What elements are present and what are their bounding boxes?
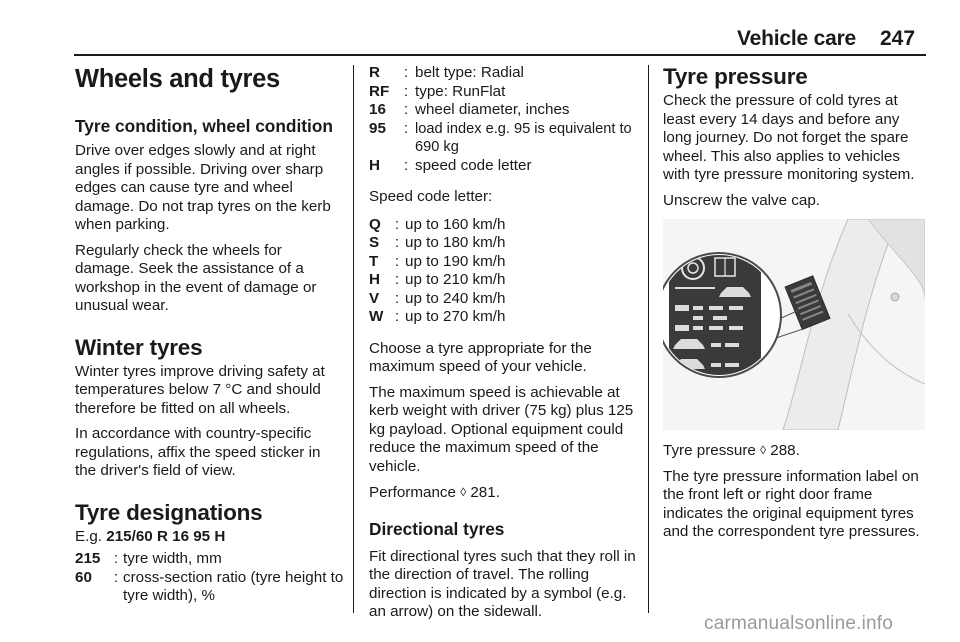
list-item (369, 64, 640, 83)
reference-page-link[interactable]: 288. (770, 442, 800, 459)
list-item (369, 290, 640, 309)
list-desc: cross-section ratio (tyre height to tyre width), % (123, 568, 344, 604)
list-desc: up to 160 km/h (405, 215, 506, 233)
example-code: 215/60 R 16 95 H (106, 527, 226, 545)
list-colon: : (403, 119, 409, 137)
list-desc: up to 180 km/h (405, 234, 506, 251)
column-1 (75, 64, 345, 613)
list-desc: belt type: Radial (415, 64, 524, 81)
list-term: W (369, 308, 384, 325)
example-prefix: E.g. (75, 527, 103, 545)
designation-example (75, 528, 345, 547)
list-term: 95 (369, 119, 386, 137)
reference-arrow-icon: ◊ (760, 443, 767, 457)
list-colon: : (403, 156, 409, 174)
list-desc: wheel diameter, inches (415, 101, 570, 118)
list-term: T (369, 252, 379, 270)
tyre-pressure-label-illustration (663, 219, 925, 430)
list-desc: up to 210 km/h (405, 271, 506, 288)
condition-paragraph-1: Drive over edges slowly and at right angles if possible. Driving over sharp edges can cause tyre and wheel damage. Do not trap tyres on the kerb when parking. (75, 142, 331, 233)
list-term: H (369, 156, 380, 174)
list-item (369, 101, 640, 120)
designation-list-2 (369, 64, 640, 175)
list-desc: up to 240 km/h (405, 289, 506, 307)
list-item (369, 308, 640, 327)
list-term: Q (369, 215, 381, 233)
list-desc: speed code letter (415, 156, 532, 174)
tyre-pressure-paragraph-3: The tyre pressure information label on the front left or right door frame indicates the original equipment tyres and the correspondent tyre pressures. (663, 467, 920, 540)
column-2 (369, 64, 640, 629)
list-term: S (369, 234, 380, 251)
list-desc: load index e.g. 95 is equivalent to 690 kg (415, 120, 632, 155)
winter-paragraph-1: Winter tyres improve driving safety at temperatures below 7 °C and should therefore be fitted on all wheels. (75, 362, 325, 417)
directional-heading: Directional tyres (369, 518, 505, 539)
list-colon: : (394, 234, 400, 251)
performance-reference (369, 483, 640, 503)
tyre-pressure-heading: Tyre pressure (663, 64, 808, 89)
reference-page-link[interactable]: 281. (470, 484, 500, 501)
column-divider-1 (353, 65, 354, 613)
list-colon: : (403, 82, 409, 100)
list-colon: : (394, 271, 400, 288)
designations-heading: Tyre designations (75, 499, 263, 525)
list-colon: : (403, 64, 409, 81)
tyre-pressure-paragraph-1: Check the pressure of cold tyres at least every 14 days and before any long journey. Do not forget the spare wheel. This also applies to vehicles with tyre pressure monitoring system. (663, 92, 915, 183)
list-term: R (369, 64, 380, 81)
max-speed-paragraph: The maximum speed is achievable at kerb weight with driver (75 kg) plus 125 kg payload. Optional equipment could reduce the maximum speed of the vehicle. (369, 383, 634, 475)
header-rule (74, 54, 926, 56)
list-item (369, 253, 640, 272)
list-item (369, 234, 640, 253)
list-desc: up to 190 km/h (405, 252, 506, 270)
door-frame-illustration (663, 219, 925, 430)
list-colon: : (394, 252, 400, 270)
speed-code-intro: Speed code letter: (369, 188, 493, 205)
list-term: H (369, 271, 380, 288)
list-item (369, 157, 640, 176)
list-term: RF (369, 82, 390, 100)
page-number: 247 (880, 27, 916, 50)
list-item (75, 569, 345, 606)
page-heading: Wheels and tyres (75, 65, 280, 93)
column-3 (663, 64, 927, 549)
reference-arrow-icon: ◊ (460, 485, 467, 499)
list-colon: : (394, 289, 400, 307)
winter-heading: Winter tyres (75, 334, 203, 360)
directional-paragraph: Fit directional tyres such that they roll in the direction of travel. The rolling direction is indicated by a symbol (e.g. an arrow) on the sidewall. (369, 547, 636, 620)
list-colon: : (113, 568, 119, 586)
list-colon: : (394, 215, 400, 233)
designation-list-1 (75, 550, 345, 606)
list-desc: tyre width, mm (123, 550, 222, 567)
tyre-pressure-paragraph-2: Unscrew the valve cap. (663, 191, 821, 209)
list-item (369, 120, 640, 157)
list-colon: : (403, 101, 409, 118)
winter-paragraph-2: In accordance with country-specific regulations, affix the speed sticker in the driver's field of view. (75, 425, 321, 479)
list-term: 215 (75, 550, 101, 567)
list-item (369, 271, 640, 290)
list-desc: up to 270 km/h (405, 308, 506, 325)
speed-code-list (369, 216, 640, 327)
condition-paragraph-2: Regularly check the wheels for damage. Seek the assistance of a workshop in the event of damage or unusual wear. (75, 241, 317, 314)
choose-paragraph: Choose a tyre appropriate for the maximum speed of your vehicle. (369, 339, 592, 375)
tyre-pressure-reference (663, 441, 927, 461)
condition-heading: Tyre condition, wheel condition (75, 116, 333, 136)
list-colon: : (113, 550, 119, 567)
list-term: 60 (75, 568, 92, 586)
list-item (369, 216, 640, 235)
list-colon: : (394, 308, 400, 325)
reference-label: Performance (369, 484, 456, 501)
column-divider-2 (648, 65, 649, 613)
list-desc: type: RunFlat (415, 82, 506, 100)
list-term: V (369, 289, 380, 307)
list-term: 16 (369, 101, 386, 118)
reference-label: Tyre pressure (663, 442, 756, 459)
watermark: carmanualsonline.info (704, 613, 894, 634)
section-title: Vehicle care (737, 27, 857, 50)
list-item (369, 83, 640, 102)
list-item (75, 550, 345, 569)
